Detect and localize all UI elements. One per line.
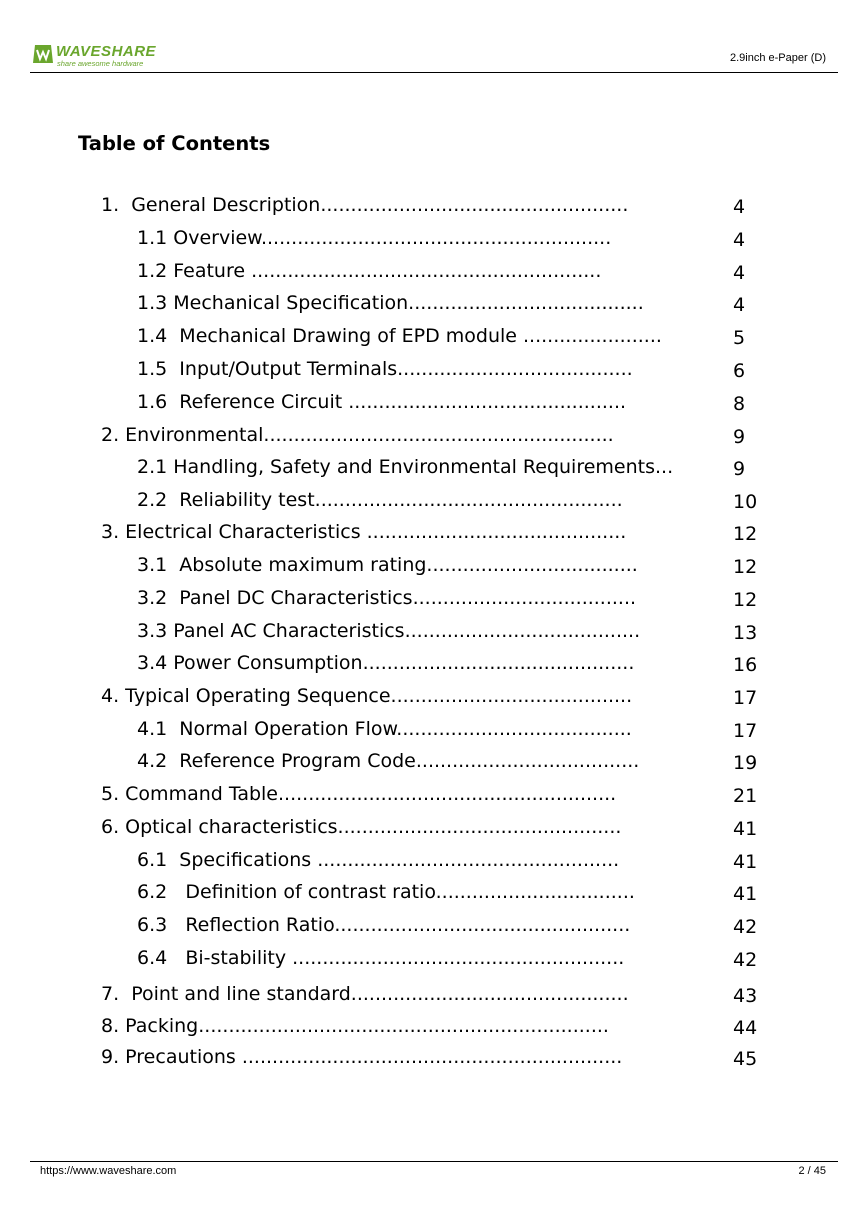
toc-entry-page: 4 [733, 262, 746, 284]
toc-heading: Table of Contents [78, 132, 271, 155]
toc-entry-page: 19 [733, 752, 758, 774]
toc-entry-page: 17 [733, 720, 758, 742]
toc-entry-label: 1.4 Mechanical Drawing of EPD module ....................... [137, 325, 662, 347]
toc-entry-label: 4.2 Reference Program Code..................................... [137, 750, 640, 772]
toc-entry-label: 5. Command Table........................................................ [101, 783, 617, 805]
toc-entry-label: 1. General Description................................................... [101, 194, 629, 216]
toc-entry-page: 4 [733, 294, 746, 316]
toc-entry-page: 42 [733, 916, 758, 938]
toc-entry-label: 6. Optical characteristics............................................... [101, 816, 622, 838]
toc-entry-page: 9 [733, 458, 746, 480]
toc-entry-page: 16 [733, 654, 758, 676]
toc-entry-label: 6.4 Bi-stability ....................................................... [137, 947, 625, 969]
toc-entry-page: 12 [733, 556, 758, 578]
toc-entry-label: 3.1 Absolute maximum rating................................... [137, 554, 638, 576]
toc-entry-page: 41 [733, 883, 758, 905]
toc-entry-page: 4 [733, 196, 746, 218]
toc-entry-page: 45 [733, 1048, 758, 1070]
toc-entry-page: 12 [733, 523, 758, 545]
toc-entry-label: 1.5 Input/Output Terminals....................................... [137, 358, 633, 380]
toc-entry-label: 8. Packing.................................................................... [101, 1015, 609, 1037]
toc-entry-label: 3. Electrical Characteristics ........................................... [101, 521, 627, 543]
toc-entry-label: 4. Typical Operating Sequence........................................ [101, 685, 633, 707]
toc-entry-page: 43 [733, 985, 758, 1007]
toc-entry-page: 42 [733, 949, 758, 971]
toc-entry-page: 13 [733, 622, 758, 644]
toc-entry-label: 1.2 Feature .......................................................... [137, 260, 602, 282]
toc-entry-label: 1.1 Overview.......................................................... [137, 227, 612, 249]
toc-entry-page: 4 [733, 229, 746, 251]
brand-tagline: share awesome hardware [57, 59, 144, 68]
brand-name: WAVESHARE [56, 43, 157, 60]
toc-entry-page: 12 [733, 589, 758, 611]
toc-entry-label: 6.2 Definition of contrast ratio................................. [137, 881, 635, 903]
waveshare-logo-icon [32, 43, 54, 65]
toc-entry-label: 3.4 Power Consumption............................................. [137, 652, 635, 674]
document-title: 2.9inch e-Paper (D) [730, 52, 826, 64]
toc-entry-label: 4.1 Normal Operation Flow....................................... [137, 718, 632, 740]
toc-entry-label: 2.1 Handling, Safety and Environmental Requirements... [137, 456, 674, 478]
toc-entry-label: 2. Environmental.......................................................... [101, 424, 614, 446]
toc-entry-page: 41 [733, 851, 758, 873]
toc-entry-label: 1.3 Mechanical Specification....................................... [137, 292, 644, 314]
footer-url[interactable]: https://www.waveshare.com [40, 1165, 177, 1177]
toc-entry-page: 9 [733, 426, 746, 448]
toc-entry-page: 5 [733, 327, 746, 349]
toc-entry-label: 6.3 Reflection Ratio................................................. [137, 914, 631, 936]
toc-entry-label: 1.6 Reference Circuit .............................................. [137, 391, 627, 413]
toc-entry-label: 9. Precautions ............................................................... [101, 1046, 623, 1068]
toc-entry-page: 21 [733, 785, 758, 807]
page-header [30, 40, 838, 73]
page-footer [30, 1161, 838, 1182]
toc-entry-page: 41 [733, 818, 758, 840]
toc-entry-page: 6 [733, 360, 746, 382]
toc-entry-label: 2.2 Reliability test................................................... [137, 489, 623, 511]
toc-entry-label: 7. Point and line standard.............................................. [101, 983, 629, 1005]
waveshare-logo [32, 43, 162, 69]
toc-entry-label: 3.3 Panel AC Characteristics....................................... [137, 620, 641, 642]
toc-entry-label: 3.2 Panel DC Characteristics..................................... [137, 587, 637, 609]
toc-entry-page: 44 [733, 1017, 758, 1039]
toc-entry-page: 17 [733, 687, 758, 709]
toc-entry-page: 8 [733, 393, 746, 415]
toc-entry-page: 10 [733, 491, 758, 513]
toc-entry-label: 6.1 Specifications .................................................. [137, 849, 620, 871]
page-number: 2 / 45 [798, 1165, 826, 1177]
